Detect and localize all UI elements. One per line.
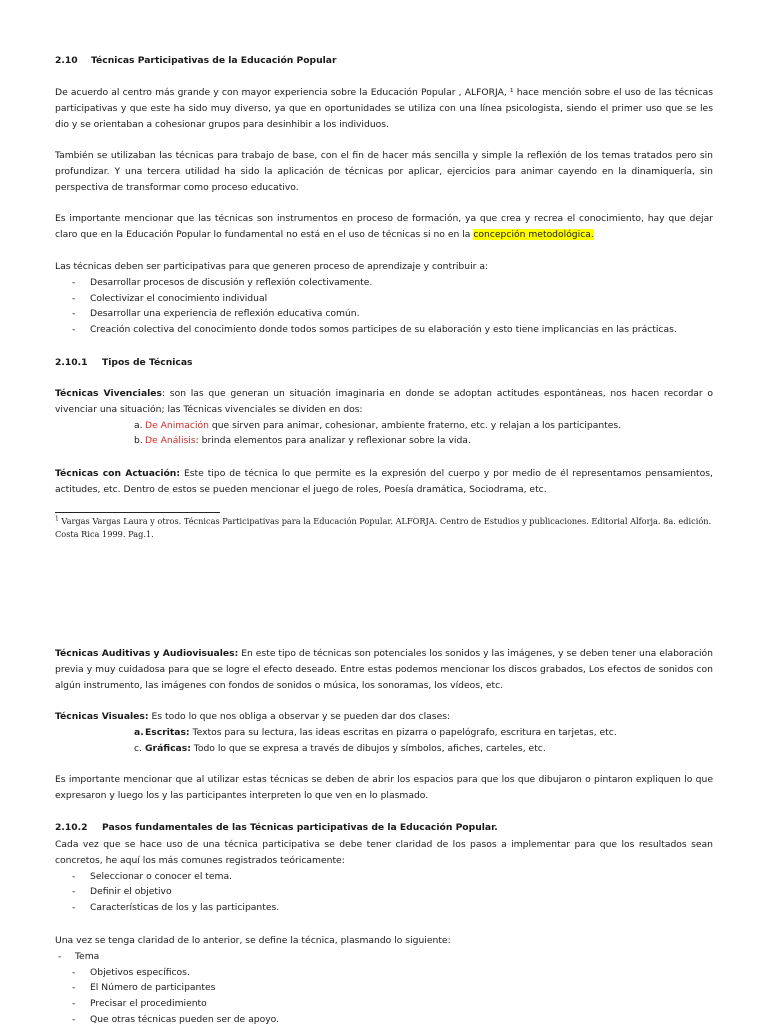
term-label: Técnicas con Actuación:: [55, 468, 181, 479]
section-title: Técnicas Participativas de la Educación Popular: [91, 55, 337, 66]
term-red: De Animación: [145, 419, 209, 431]
item-text: que sirven para animar, cohesionar, ambiente fraterno, etc. y relajan a los participantes.: [208, 419, 622, 431]
bullet-list: [55, 869, 713, 916]
item-text: Todo lo que se expresa a través de dibujos y símbolos, afiches, carteles, etc.: [190, 742, 546, 754]
section-number: 2.10: [55, 55, 78, 66]
item-text: Textos para su lectura, las ideas escritas en pizarra o papelógrafo, escritura en tarjetas, etc.: [189, 726, 617, 738]
list-intro: Una vez se tenga claridad de lo anterior, se define la técnica, plasmando lo siguiente:: [55, 935, 451, 946]
highlighted-phrase: concepción metodológica.: [473, 228, 594, 240]
list-item: - Desarrollar procesos de discusión y reflexión colectivamente.: [55, 275, 713, 291]
section-number: 2.10.2: [55, 822, 88, 833]
paragraph-text: Es importante mencionar que las técnicas son instrumentos en proceso de formación, ya que crea y recrea el conocimiento, hay que dejar claro que en la Educación Popular lo fundamental no está en el uso de técnicas si no en la: [55, 213, 713, 240]
term-label: Técnicas Visuales:: [55, 711, 149, 722]
list-marker: b.: [134, 435, 143, 447]
section-heading-2-10-1: [55, 355, 713, 371]
paragraph-text: : son las que generan un situación imaginaria en donde se adoptan actitudes espontáneas, nos hacen recordar o vivenciar una situación; las Técnicas vivenciales se dividen en dos:: [55, 388, 713, 415]
list-item: - Características de los y las participantes.: [55, 900, 713, 916]
list-marker: a.: [134, 419, 143, 431]
list-item: - Desarrollar una experiencia de reflexión educativa común.: [55, 306, 713, 322]
paragraph-text: En este tipo de técnicas son potenciales los sonidos y las imágenes, y se deben tener una elaboración previa y muy cuidadosa para que se logre el efecto deseado. Entre estas podemos mencionar los discos grabados, Los efectos de sonidos con algún instrumento, las imágenes con fondos de sonidos o música, los sonoramas, los vídeos, etc.: [55, 648, 713, 691]
paragraph-trabajo-base: También se utilizaban las técnicas para trabajo de base, con el fin de hacer más sencilla y simple la reflexión de los temas tratados pero sin profundizar. Y una tercera utilidad ha sido la aplicación de técnicas por aplicar, ejercicios para animar cayendo en la dinamiquería, sin perspectiva de transformar como proceso educativo.: [55, 150, 713, 193]
list-marker: a.: [134, 726, 144, 738]
list-marker: c.: [134, 742, 142, 754]
footnote-separator: [55, 512, 220, 513]
list-item: - El Número de participantes: [55, 980, 713, 996]
paragraph-instrumentos: [55, 211, 713, 243]
footnote-text: Vargas Vargas Laura y otros. Técnicas Participativas para la Educación Popular. ALFORJA. Centro de Estudios y publicaciones. Editorial Alforja. 8a. edición. Costa Rica 1999. Pag.1.: [55, 516, 712, 539]
section-heading-2-10-2: [55, 820, 713, 836]
list-item: [55, 741, 713, 757]
paragraph-pasos: [55, 837, 713, 916]
paragraph-espacios: Es importante mencionar que al utilizar estas técnicas se deben de abrir los espacios para que los que dibujaron o pintaron expliquen lo que expresaron y luego los y las participantes interpreten lo que ven en lo plasmado.: [55, 774, 713, 801]
paragraph-text: Es todo lo que nos obliga a observar y se pueden dar dos clases:: [148, 711, 451, 722]
paragraph-alforja: De acuerdo al centro más grande y con mayor experiencia sobre la Educación Popular , ALFORJA, ¹ hace mención sobre el uso de las técnicas participativas y que este ha sido muy diverso, ya que en oportunidades se utiliza con una línea psicologista, siendo el primer uso que se les dio y se orientaban a cohesionar grupos para desinhibir a los individuos.: [55, 87, 713, 130]
paragraph-actuacion: [55, 466, 713, 498]
paragraph-visuales: [55, 709, 713, 756]
paragraph-vivenciales: [55, 386, 713, 449]
list-item: [55, 725, 713, 741]
paragraph-text: Este tipo de técnica lo que permite es la expresión del cuerpo y por medio de él representamos pensamientos, actitudes, etc. Dentro de estos se pueden mencionar el juego de roles, Poesía dramática, Sociodrama, etc.: [55, 468, 713, 495]
section-number: 2.10.1: [55, 357, 88, 368]
section-title: Tipos de Técnicas: [102, 357, 193, 368]
list-item: - Precisar el procedimiento: [55, 996, 713, 1012]
term-label: Técnicas Auditivas y Audiovisuales:: [55, 648, 239, 659]
list-item: [55, 418, 713, 434]
list-item: - Creación colectiva del conocimiento donde todos somos participes de su elaboración y esto tiene implicancias en las prácticas.: [55, 322, 713, 338]
bullet-list: [55, 275, 713, 338]
term-bold: Escritas:: [145, 726, 190, 738]
paragraph-plasmando: [55, 933, 713, 1028]
list-item: [55, 433, 713, 449]
term-bold: Gráficas:: [145, 742, 191, 754]
section-heading-2-10: [55, 53, 713, 69]
list-item: - Colectivizar el conocimiento individual: [55, 291, 713, 307]
bullet-list: [55, 949, 713, 1028]
list-item: - Objetivos específicos.: [55, 965, 713, 981]
term-label: Técnicas Vivenciales: [55, 388, 162, 399]
paragraph-auditivas: [55, 646, 713, 693]
list-item: - Definir el objetivo: [55, 884, 713, 900]
list-intro: Las técnicas deben ser participativas para que generen proceso de aprendizaje y contribuir a:: [55, 261, 489, 272]
paragraph-participativas: [55, 259, 713, 338]
term-red: De Análisis: [145, 435, 196, 447]
footnote-mark: 1: [55, 515, 59, 523]
item-text: : brinda elementos para analizar y reflexionar sobre la vida.: [195, 435, 471, 447]
section-title: Pasos fundamentales de las Técnicas participativas de la Educación Popular.: [102, 822, 498, 833]
list-item: - Que otras técnicas pueden ser de apoyo.: [55, 1012, 713, 1028]
list-item: - Seleccionar o conocer el tema.: [55, 869, 713, 885]
list-intro: Cada vez que se hace uso de una técnica participativa se debe tener claridad de los pasos a implementar para que los resultados sean concretos, he aquí los más comunes registrados teóricamente:: [55, 839, 713, 866]
footnote: [55, 515, 713, 541]
list-item: - Tema: [55, 949, 713, 965]
